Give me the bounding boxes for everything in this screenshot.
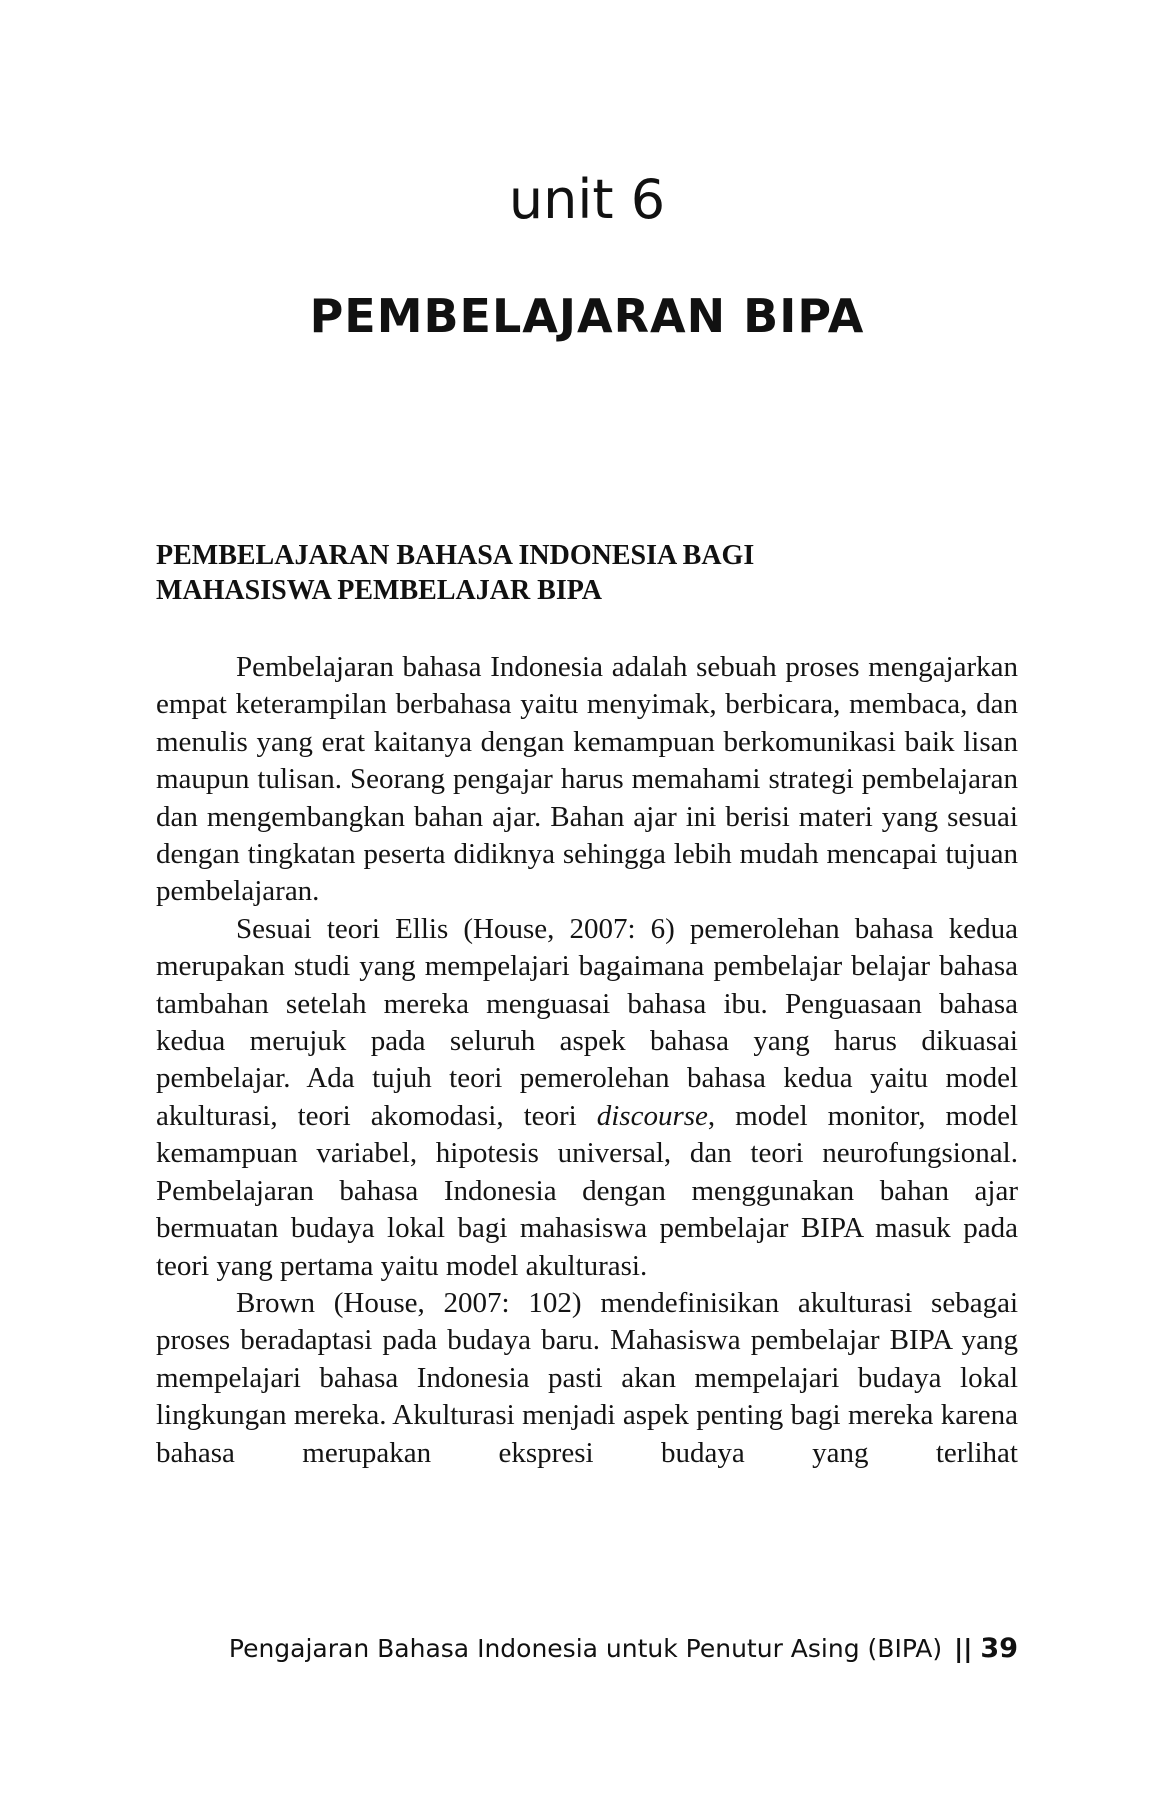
- page-number: 39: [980, 1633, 1018, 1664]
- section-heading-line-2: MAHASISWA PEMBELAJAR BIPA: [156, 575, 602, 606]
- paragraph-1: Pembelajaran bahasa Indonesia adalah sebuah proses mengajarkan empat keterampilan berbahasa yaitu menyimak, berbicara, membaca, dan menulis yang erat kaitanya dengan kemampuan berkomunikasi baik lisan maupun tulisan. Seorang pengajar harus memahami strategi pembelajaran dan mengembangkan bahan ajar. Bahan ajar ini berisi materi yang sesuai dengan tingkatan peserta didiknya sehingga lebih mudah mencapai tujuan pembelajaran.: [156, 651, 1018, 908]
- page-footer: [118, 1632, 1018, 1666]
- paragraph-2-italic-term: discourse: [596, 1099, 708, 1132]
- paragraph-2: [156, 911, 1018, 1285]
- section-heading: [156, 538, 1026, 608]
- section-heading-line-1: PEMBELAJARAN BAHASA INDONESIA BAGI: [156, 540, 755, 571]
- paragraph-2-part-1: Sesuai teori Ellis (House, 2007: 6) pemerolehan bahasa kedua merupakan studi yang mempelajari bagaimana pembelajar belajar bahasa tambahan setelah mereka menguasai bahasa ibu. Penguasaan bahasa kedua merujuk pada seluruh aspek bahasa yang harus dikuasai pembelajar. Ada tujuh teori pemerolehan bahasa kedua yaitu model akulturasi, teori akomodasi, teori: [156, 912, 1018, 1132]
- unit-label: unit 6: [508, 168, 666, 231]
- paragraph-3: Brown (House, 2007: 102) mendefinisikan akulturasi sebagai proses beradaptasi pada budaya baru. Mahasiswa pembelajar BIPA yang mempelajari bahasa Indonesia pasti akan mempelajari budaya lokal lingkungan mereka. Akulturasi menjadi aspek penting bagi mereka karena bahasa merupakan ekspresi budaya yang terlihat: [156, 1286, 1018, 1469]
- footer-book-title: Pengajaran Bahasa Indonesia untuk Penutur Asing (BIPA): [228, 1634, 943, 1663]
- body-text: [156, 649, 1018, 1472]
- footer-separator: ||: [954, 1634, 973, 1663]
- unit-title: PEMBELAJARAN BIPA: [309, 289, 865, 343]
- paragraph-2-part-2: , model monitor, model kemampuan variabel, hipotesis universal, dan teori neurofungsional. Pembelajaran bahasa Indonesia dengan menggunakan bahan ajar bermuatan budaya lokal bagi mahasiswa pembelajar BIPA masuk pada teori yang pertama yaitu model akulturasi.: [156, 1099, 1018, 1282]
